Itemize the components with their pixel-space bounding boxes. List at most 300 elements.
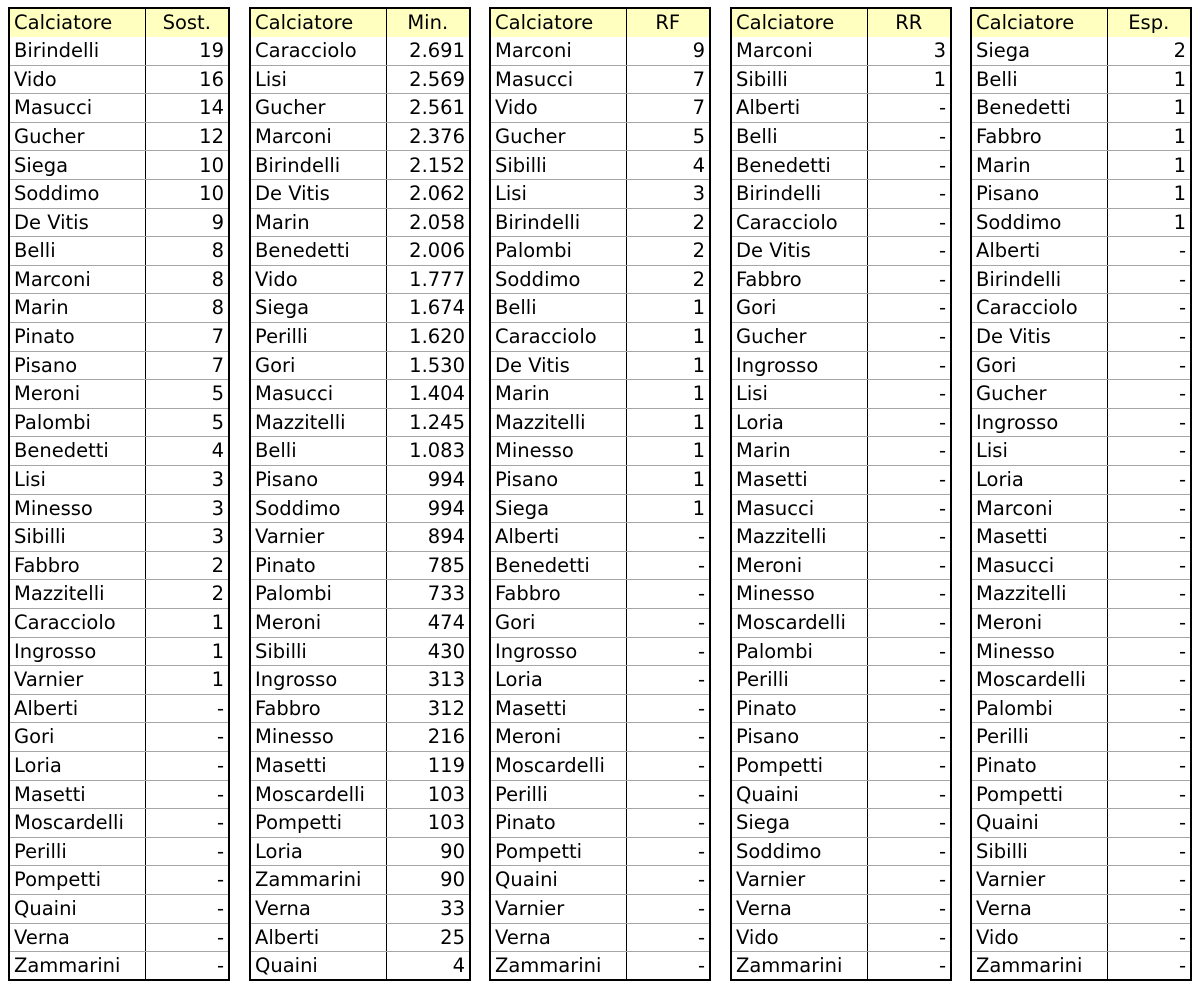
- player-name-cell: Vido: [490, 94, 626, 123]
- stat-value-cell: 1: [867, 65, 951, 94]
- table-row: [971, 494, 1191, 523]
- table-row: [9, 551, 229, 580]
- table-row: [971, 380, 1191, 409]
- player-name-cell: Marin: [971, 151, 1107, 180]
- table-row: [971, 94, 1191, 123]
- player-name-cell: De Vitis: [9, 208, 145, 237]
- player-name-cell: Mazzitelli: [9, 580, 145, 609]
- player-name-cell: Moscardelli: [250, 780, 386, 809]
- table-row: [9, 380, 229, 409]
- stat-value-cell: 90: [386, 837, 470, 866]
- stat-value-cell: -: [867, 380, 951, 409]
- table-row: [731, 866, 951, 895]
- stat-value-cell: 9: [626, 37, 710, 66]
- player-name-cell: Minesso: [250, 723, 386, 752]
- header-stat: Min.: [386, 8, 470, 37]
- stat-value-cell: -: [626, 637, 710, 666]
- table-row: [971, 180, 1191, 209]
- player-name-cell: Pisano: [490, 466, 626, 495]
- player-name-cell: Belli: [971, 65, 1107, 94]
- table-row: [971, 208, 1191, 237]
- table-row: [490, 551, 710, 580]
- table-row: [971, 122, 1191, 151]
- stat-value-cell: 16: [145, 65, 229, 94]
- player-name-cell: Perilli: [9, 837, 145, 866]
- player-name-cell: Lisi: [9, 466, 145, 495]
- player-name-cell: Marin: [731, 437, 867, 466]
- stat-value-cell: 1: [1107, 180, 1191, 209]
- table-row: [731, 837, 951, 866]
- stat-value-cell: -: [145, 694, 229, 723]
- stat-value-cell: 474: [386, 608, 470, 637]
- player-name-cell: Soddimo: [250, 494, 386, 523]
- table-row: [9, 866, 229, 895]
- player-name-cell: Zammarini: [495, 953, 602, 977]
- table-row: [490, 637, 710, 666]
- table-row: [731, 780, 951, 809]
- player-name-cell: Mazzitelli: [971, 580, 1107, 609]
- player-name-cell: Moscardelli: [9, 809, 145, 838]
- table-row: [9, 952, 229, 981]
- player-name-cell: Lisi: [731, 380, 867, 409]
- table-row: [9, 237, 229, 266]
- table-row: [731, 408, 951, 437]
- table-row: [490, 380, 710, 409]
- player-name-cell: Lisi: [971, 437, 1107, 466]
- header-player: Calciatore: [731, 8, 867, 37]
- table-row: [971, 608, 1191, 637]
- stat-value-cell: -: [867, 408, 951, 437]
- player-name-cell: Fabbro: [971, 122, 1107, 151]
- table-row: [250, 809, 470, 838]
- stat-value-cell: 3: [626, 180, 710, 209]
- player-name-cell: Marin: [490, 380, 626, 409]
- stat-value-cell: -: [867, 723, 951, 752]
- table-row: [731, 923, 951, 952]
- player-name-cell: Pisano: [971, 180, 1107, 209]
- table-row: [250, 952, 470, 981]
- table-row: [250, 180, 470, 209]
- header-player: Calciatore: [971, 8, 1107, 37]
- table-row: [250, 380, 470, 409]
- player-name-cell: Lisi: [490, 180, 626, 209]
- table-row: [731, 809, 951, 838]
- table-row: [9, 94, 229, 123]
- table-row: [971, 923, 1191, 952]
- table-row: [971, 666, 1191, 695]
- table-row: [731, 751, 951, 780]
- stat-value-cell: 1.674: [386, 294, 470, 323]
- stat-value-cell: 994: [386, 466, 470, 495]
- table-row: [731, 608, 951, 637]
- player-name-cell: Mazzitelli: [731, 523, 867, 552]
- table-row: [731, 894, 951, 923]
- table-row: [490, 866, 710, 895]
- table-row: [731, 65, 951, 94]
- stat-value-cell: 2.561: [386, 94, 470, 123]
- stat-value-cell: -: [867, 523, 951, 552]
- stat-value-cell: 7: [626, 94, 710, 123]
- table-row: [9, 809, 229, 838]
- table-row: [490, 580, 710, 609]
- stat-value-cell: -: [145, 866, 229, 895]
- table-row: [9, 751, 229, 780]
- player-name-cell: Ingrosso: [9, 637, 145, 666]
- player-name-cell: Gucher: [490, 122, 626, 151]
- stat-value-cell: -: [1107, 608, 1191, 637]
- player-name-cell: Moscardelli: [490, 751, 626, 780]
- stat-value-cell: 5: [626, 122, 710, 151]
- stat-value-cell: -: [626, 580, 710, 609]
- player-name-cell: Masetti: [971, 523, 1107, 552]
- stat-value-cell: 25: [386, 923, 470, 952]
- player-name-cell: Pompetti: [490, 837, 626, 866]
- table-row: [250, 151, 470, 180]
- table-row: [490, 94, 710, 123]
- table-row: [971, 751, 1191, 780]
- player-name-cell: Siega: [250, 294, 386, 323]
- stat-value-cell: -: [626, 608, 710, 637]
- table-row: [971, 580, 1191, 609]
- table-row: [731, 551, 951, 580]
- stat-value-cell: -: [626, 837, 710, 866]
- player-name-cell: Siega: [9, 151, 145, 180]
- table-row: [971, 866, 1191, 895]
- player-name-cell: Sibilli: [9, 523, 145, 552]
- header-row: [731, 8, 951, 37]
- stat-value-cell: -: [1107, 723, 1191, 752]
- stat-value-cell: 4: [386, 952, 470, 981]
- table-row: [250, 65, 470, 94]
- player-name-cell: Vido: [731, 923, 867, 952]
- stat-value-cell: -: [1107, 751, 1191, 780]
- stat-value-cell: 1: [145, 637, 229, 666]
- stat-value-cell: 2.062: [386, 180, 470, 209]
- stat-value-cell: -: [1107, 323, 1191, 352]
- table-row: [490, 466, 710, 495]
- header-stat: RF: [626, 8, 710, 37]
- stat-value-cell: 312: [386, 694, 470, 723]
- player-name-cell: De Vitis: [731, 237, 867, 266]
- table-row: [250, 237, 470, 266]
- stat-value-cell: -: [867, 265, 951, 294]
- table-row: [971, 265, 1191, 294]
- table-row: [250, 294, 470, 323]
- player-name-cell: Birindelli: [731, 180, 867, 209]
- table-row: [490, 923, 710, 952]
- player-name-cell: Verna: [490, 923, 626, 952]
- player-name-cell: Caracciolo: [490, 323, 626, 352]
- stat-value-cell: 2: [145, 551, 229, 580]
- table-row: [490, 408, 710, 437]
- stat-value-cell: 1: [626, 380, 710, 409]
- player-name-cell: Perilli: [490, 780, 626, 809]
- player-name-cell: Perilli: [971, 723, 1107, 752]
- stat-value-cell: 1.245: [386, 408, 470, 437]
- stat-value-cell: -: [867, 780, 951, 809]
- header-row: [490, 8, 710, 37]
- player-name-cell: Loria: [490, 666, 626, 695]
- player-name-cell: Gucher: [971, 380, 1107, 409]
- stat-value-cell: 4: [626, 151, 710, 180]
- stat-value-cell: -: [867, 580, 951, 609]
- stat-value-cell: -: [867, 637, 951, 666]
- player-name-cell: Belli: [250, 437, 386, 466]
- stat-value-cell: 1: [626, 437, 710, 466]
- table-row: [971, 151, 1191, 180]
- player-name-cell: Gori: [731, 294, 867, 323]
- table-row: [490, 65, 710, 94]
- header-row: [971, 8, 1191, 37]
- stat-value-cell: -: [1107, 551, 1191, 580]
- stat-value-cell: 1: [145, 666, 229, 695]
- player-name-cell: Gori: [250, 351, 386, 380]
- table-row: [731, 952, 951, 981]
- table-row: [250, 323, 470, 352]
- table-row: [490, 608, 710, 637]
- player-name-cell: Birindelli: [250, 151, 386, 180]
- stat-value-cell: -: [867, 180, 951, 209]
- table-row: [250, 608, 470, 637]
- table-row: [9, 37, 229, 66]
- player-name-cell: Soddimo: [490, 265, 626, 294]
- table-row: [731, 666, 951, 695]
- stat-value-cell: 90: [386, 866, 470, 895]
- table-row: [731, 494, 951, 523]
- player-name-cell: Masetti: [731, 466, 867, 495]
- table-row: [9, 523, 229, 552]
- table-row: [731, 208, 951, 237]
- stat-value-cell: 994: [386, 494, 470, 523]
- stat-value-cell: -: [867, 494, 951, 523]
- stat-value-cell: 1.620: [386, 323, 470, 352]
- table-row: [731, 37, 951, 66]
- player-name-cell: Alberti: [490, 523, 626, 552]
- table-row: [490, 952, 710, 981]
- stat-value-cell: 103: [386, 780, 470, 809]
- stat-value-cell: -: [626, 723, 710, 752]
- player-name-cell: Siega: [971, 37, 1107, 66]
- table-row: [971, 809, 1191, 838]
- player-name-cell: Masetti: [490, 694, 626, 723]
- stat-value-cell: 1: [626, 408, 710, 437]
- player-name-cell: Pinato: [971, 751, 1107, 780]
- player-name-cell: Pompetti: [250, 809, 386, 838]
- player-name-cell: Vido: [9, 65, 145, 94]
- player-name-cell: Birindelli: [490, 208, 626, 237]
- stat-value-cell: -: [867, 94, 951, 123]
- stat-value-cell: 1: [1107, 122, 1191, 151]
- table-row: [9, 180, 229, 209]
- player-name-cell: Moscardelli: [971, 666, 1107, 695]
- player-name-cell: Verna: [971, 894, 1107, 923]
- table-row: [9, 351, 229, 380]
- player-name-cell: Gucher: [250, 94, 386, 123]
- stat-value-cell: -: [626, 666, 710, 695]
- player-name-cell: Gucher: [9, 122, 145, 151]
- table-row: [971, 894, 1191, 923]
- stat-value-cell: -: [1107, 923, 1191, 952]
- stat-value-cell: 5: [145, 380, 229, 409]
- table-row: [731, 694, 951, 723]
- player-name-cell: Alberti: [250, 923, 386, 952]
- player-name-cell: Pinato: [9, 323, 145, 352]
- player-name-cell: Caracciolo: [971, 294, 1107, 323]
- table-row: [971, 694, 1191, 723]
- stat-value-cell: 2: [145, 580, 229, 609]
- stat-value-cell: -: [867, 894, 951, 923]
- table-row: [250, 923, 470, 952]
- player-name-cell: Benedetti: [250, 237, 386, 266]
- table-row: [9, 265, 229, 294]
- stat-value-cell: 119: [386, 751, 470, 780]
- stat-value-cell: 1: [626, 323, 710, 352]
- stat-value-cell: 1: [1107, 65, 1191, 94]
- table-row: [971, 323, 1191, 352]
- stat-value-cell: -: [867, 751, 951, 780]
- player-name-cell: Ingrosso: [250, 666, 386, 695]
- player-name-cell: Benedetti: [9, 437, 145, 466]
- stat-value-cell: -: [1107, 494, 1191, 523]
- table-row: [971, 723, 1191, 752]
- player-name-cell: Benedetti: [731, 151, 867, 180]
- player-name-cell: Soddimo: [9, 180, 145, 209]
- table-row: [971, 351, 1191, 380]
- table-row: [490, 265, 710, 294]
- player-name-cell: Varnier: [971, 866, 1107, 895]
- table-row: [9, 837, 229, 866]
- player-name-cell: Zammarini: [976, 953, 1083, 977]
- table-row: [9, 894, 229, 923]
- stat-value-cell: -: [867, 151, 951, 180]
- table-row: [250, 723, 470, 752]
- stat-value-cell: 33: [386, 894, 470, 923]
- stat-value-cell: 1.404: [386, 380, 470, 409]
- stat-value-cell: 8: [145, 294, 229, 323]
- header-stat: Esp.: [1107, 8, 1191, 37]
- player-name-cell: Masucci: [250, 380, 386, 409]
- table-row: [490, 894, 710, 923]
- player-name-cell: Marconi: [971, 494, 1107, 523]
- player-name-cell: Pinato: [490, 809, 626, 838]
- table-row: [9, 65, 229, 94]
- stat-value-cell: -: [867, 237, 951, 266]
- stat-value-cell: 3: [867, 37, 951, 66]
- stat-value-cell: -: [867, 694, 951, 723]
- stat-value-cell: -: [626, 551, 710, 580]
- header-player: Calciatore: [250, 8, 386, 37]
- player-name-cell: Lisi: [250, 65, 386, 94]
- player-name-cell: Vido: [250, 265, 386, 294]
- player-name-cell: Mazzitelli: [250, 408, 386, 437]
- table-row: [490, 122, 710, 151]
- stat-value-cell: -: [1107, 265, 1191, 294]
- table-row: [250, 894, 470, 923]
- table-row: [490, 837, 710, 866]
- table-row: [490, 809, 710, 838]
- stat-value-cell: 733: [386, 580, 470, 609]
- player-name-cell: Meroni: [9, 380, 145, 409]
- table-row: [490, 723, 710, 752]
- player-name-cell: Pisano: [731, 723, 867, 752]
- stat-value-cell: -: [626, 866, 710, 895]
- stat-value-cell: 894: [386, 523, 470, 552]
- stat-value-cell: 216: [386, 723, 470, 752]
- table-row: [9, 666, 229, 695]
- stat-value-cell: -: [626, 694, 710, 723]
- table-row: [9, 923, 229, 952]
- player-name-cell: Birindelli: [9, 37, 145, 66]
- stat-value-cell: 19: [145, 37, 229, 66]
- player-name-cell: Quaini: [255, 953, 318, 977]
- table-row: [9, 437, 229, 466]
- table-row: [250, 666, 470, 695]
- stat-value-cell: -: [867, 923, 951, 952]
- table-row: [9, 323, 229, 352]
- stat-value-cell: 1: [626, 466, 710, 495]
- player-name-cell: Minesso: [971, 637, 1107, 666]
- stat-value-cell: 5: [145, 408, 229, 437]
- player-name-cell: Meroni: [731, 551, 867, 580]
- stat-value-cell: 3: [145, 523, 229, 552]
- table-row: [490, 523, 710, 552]
- stat-value-cell: -: [626, 751, 710, 780]
- stat-value-cell: -: [1107, 952, 1191, 981]
- player-name-cell: Ingrosso: [490, 637, 626, 666]
- stat-value-cell: -: [145, 809, 229, 838]
- stat-value-cell: -: [867, 952, 951, 981]
- table-row: [731, 351, 951, 380]
- stat-value-cell: 313: [386, 666, 470, 695]
- header-player: Calciatore: [490, 8, 626, 37]
- stat-value-cell: -: [626, 894, 710, 923]
- table-row: [971, 294, 1191, 323]
- table-row: [250, 37, 470, 66]
- player-name-cell: Minesso: [490, 437, 626, 466]
- player-name-cell: Zammarini: [14, 953, 121, 977]
- stat-value-cell: -: [1107, 780, 1191, 809]
- stat-value-cell: 1: [626, 294, 710, 323]
- player-name-cell: Gori: [490, 608, 626, 637]
- player-name-cell: Zammarini: [250, 866, 386, 895]
- stat-value-cell: -: [1107, 523, 1191, 552]
- table-row: [731, 523, 951, 552]
- table-row: [9, 694, 229, 723]
- stat-value-cell: -: [1107, 580, 1191, 609]
- stat-value-cell: -: [626, 523, 710, 552]
- stat-value-cell: 2.006: [386, 237, 470, 266]
- stat-value-cell: -: [867, 351, 951, 380]
- player-name-cell: Sibilli: [971, 837, 1107, 866]
- table-rigori: [730, 7, 952, 981]
- table-row: [971, 237, 1191, 266]
- stat-value-cell: 12: [145, 122, 229, 151]
- table-row: [9, 151, 229, 180]
- player-name-cell: Ingrosso: [971, 408, 1107, 437]
- stat-value-cell: 2.058: [386, 208, 470, 237]
- player-name-cell: Benedetti: [971, 94, 1107, 123]
- player-name-cell: Marconi: [490, 37, 626, 66]
- table-row: [9, 608, 229, 637]
- stat-value-cell: -: [145, 923, 229, 952]
- table-row: [250, 466, 470, 495]
- stat-value-cell: 2: [1107, 37, 1191, 66]
- stat-value-cell: -: [145, 780, 229, 809]
- table-row: [971, 837, 1191, 866]
- stat-value-cell: -: [1107, 294, 1191, 323]
- table-row: [731, 237, 951, 266]
- stat-value-cell: -: [145, 894, 229, 923]
